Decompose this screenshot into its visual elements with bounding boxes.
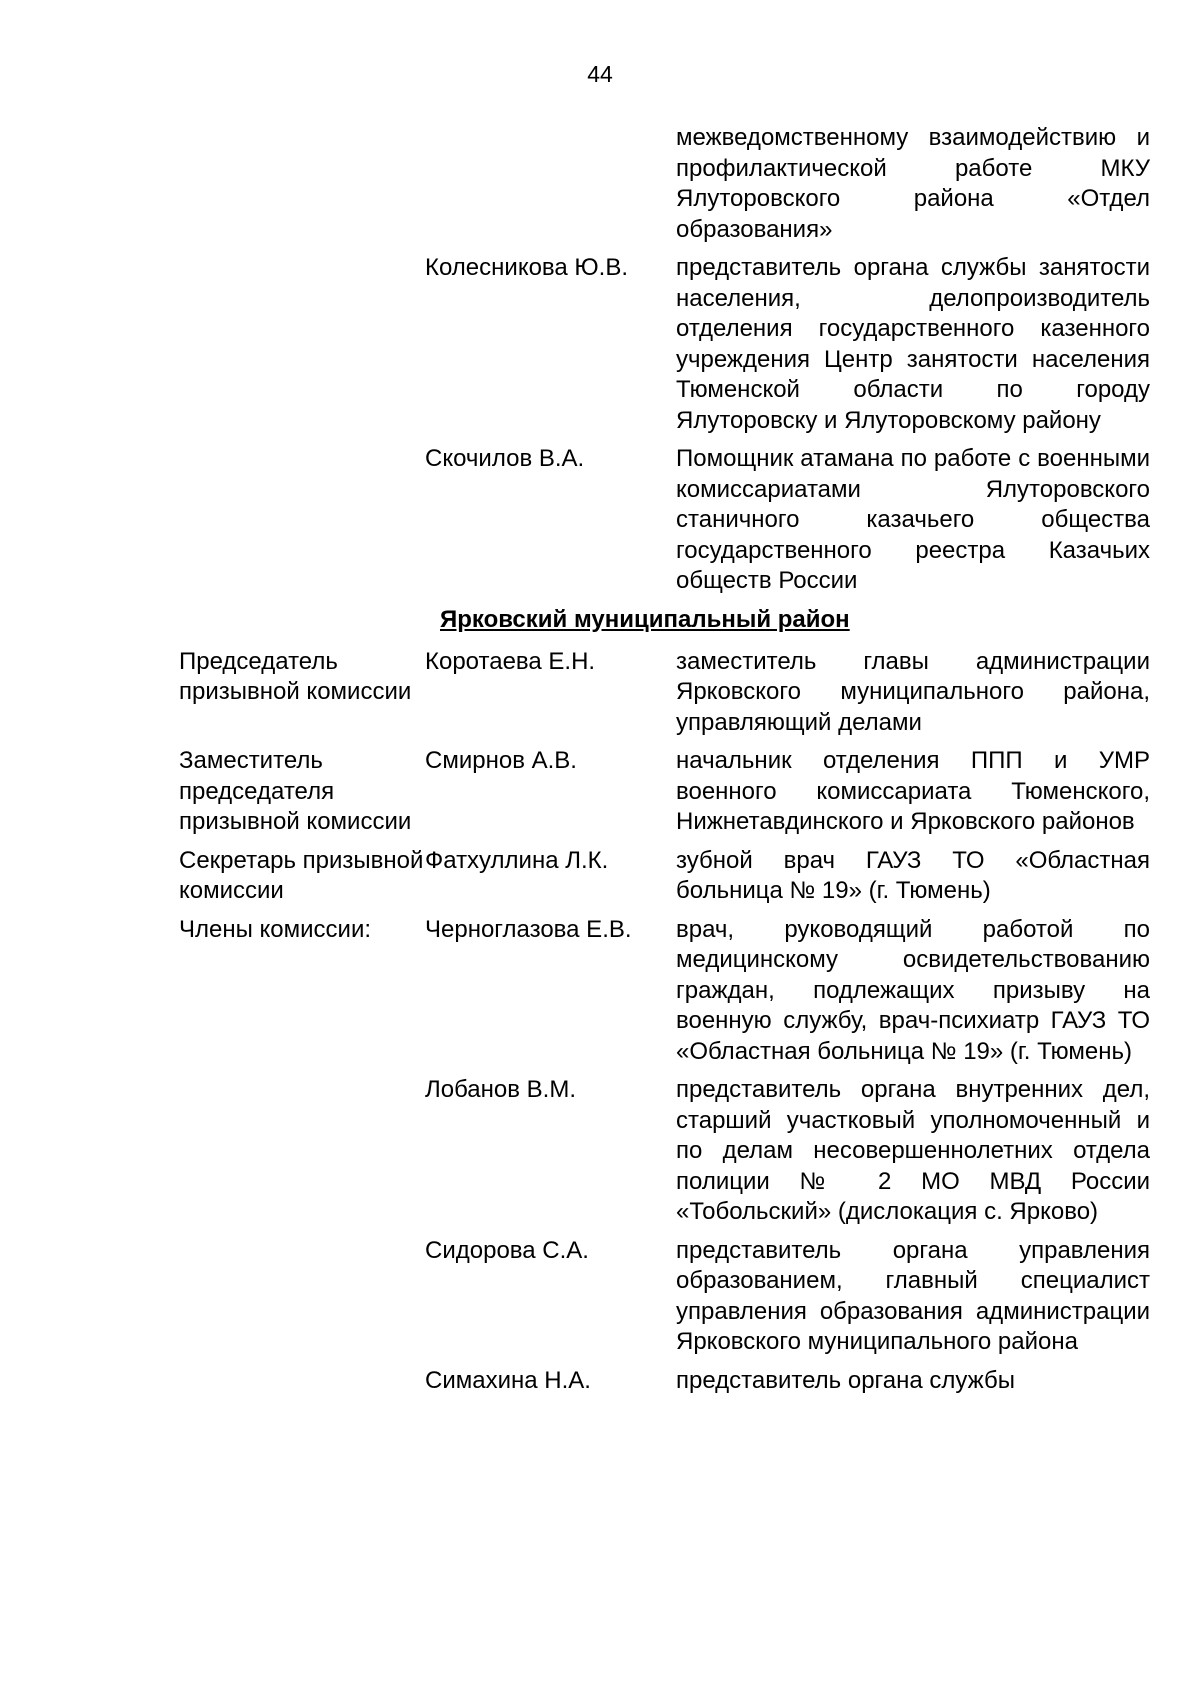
page-number: 44 [587,61,613,87]
description-cell: заместитель главы администрации Ярковского муниципального района, управляющий делами [676,647,1150,736]
name-cell: Сидорова С.А. [425,1236,589,1264]
name-cell: Скочилов В.А. [425,445,585,472]
description-cell: межведомственному взаимодействию и профилактической работе МКУ Ялуторовского района «Отдел образования» [676,124,1150,243]
table-row [0,1236,1200,1358]
role-cell: Члены комиссии: [179,915,372,943]
name-cell: Симахина Н.А. [425,1366,591,1394]
description-cell: представитель органа службы [676,1366,1015,1394]
role-cell: Председатель призывной комиссии [179,647,412,705]
description-cell: зубной врач ГАУЗ ТО «Областная больница № 19» (г. Тюмень) [676,846,1150,904]
description-cell: представитель органа службы занятости населения, делопроизводитель отделения государственного казенного учреждения Центр занятости населения Тюменской области по городу Ялуторовску и Ялуторовскому району [676,254,1150,434]
role-cell: Заместитель председателя призывной комиссии [179,747,412,835]
section-heading: Ярковский муниципальный район [440,605,850,633]
description-cell: врач, руководящий работой по медицинскому освидетельствованию граждан, подлежащих призыву на военную службу, врач-психиатр ГАУЗ ТО «Областная больница № 19» (г. Тюмень) [676,915,1150,1065]
table-row [0,647,1200,739]
description-cell: представитель органа внутренних дел, старший участковый уполномоченный и по делам несовершеннолетних отдела полиции № 2 МО МВД России «Тобольский» (дислокация с. Ярково) [676,1076,1150,1225]
table-row [0,444,1200,597]
description-cell: начальник отделения ППП и УМР военного комиссариата Тюменского, Нижнетавдинского и Ярковского районов [676,747,1150,835]
table-row [0,123,1200,245]
description-cell: Помощник атамана по работе с военными комиссариатами Ялуторовского станичного казачьего общества государственного реестра Казачьих обществ России [676,445,1150,594]
table-row [0,915,1200,1068]
description-cell: представитель органа управления образованием, главный специалист управления образования администрации Ярковского муниципального района [676,1236,1150,1355]
table-row [0,846,1200,907]
name-cell: Колесникова Ю.В. [425,254,629,281]
document-content [0,123,1200,1404]
table-row [0,1366,1200,1397]
name-cell: Смирнов А.В. [425,747,577,774]
name-cell: Фатхуллина Л.К. [425,846,609,874]
table-row [0,1075,1200,1228]
name-cell: Лобанов В.М. [425,1076,576,1103]
name-cell: Черноглазова Е.В. [425,915,632,943]
role-cell: Секретарь призывной комиссии [179,846,424,904]
name-cell: Коротаева Е.Н. [425,647,596,675]
table-row [0,253,1200,436]
table-row [0,746,1200,838]
